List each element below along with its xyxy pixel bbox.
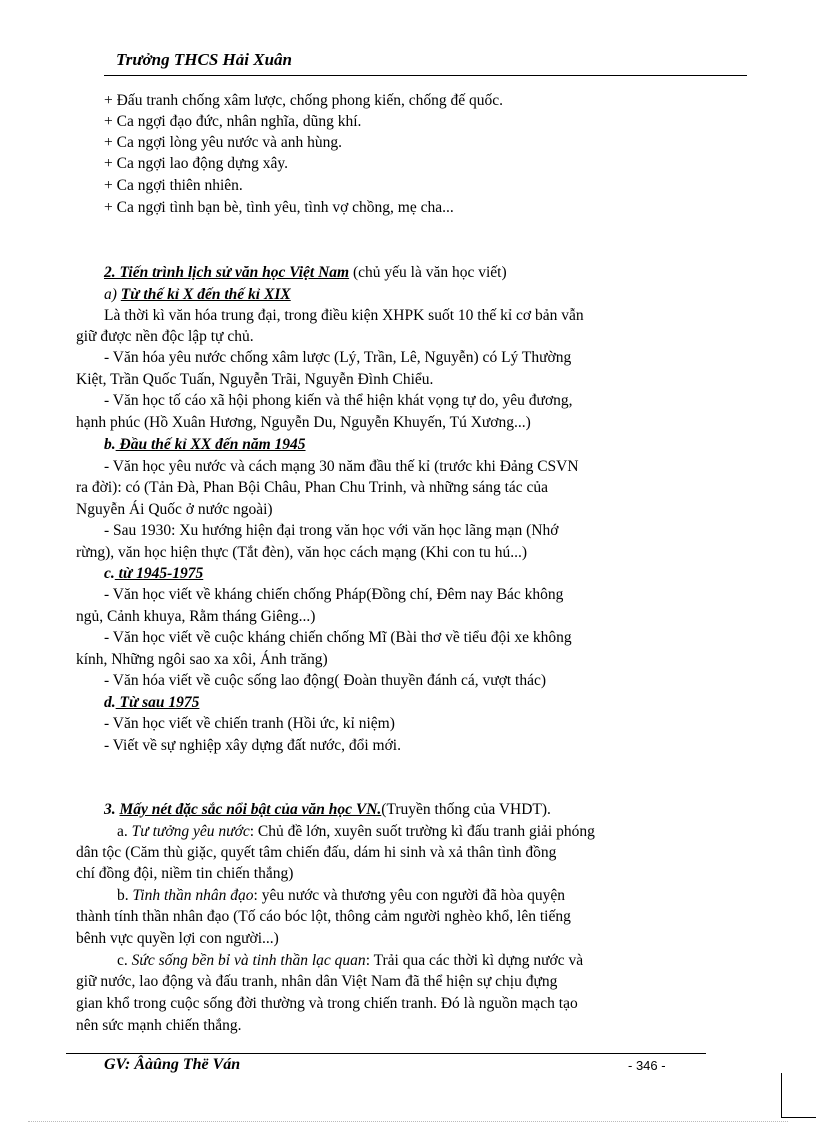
paragraph-line bbox=[117, 950, 583, 971]
item-c-rest: : Trải qua các thời kì dựng nước và bbox=[365, 952, 584, 969]
subheading-b-label: b. bbox=[104, 436, 116, 453]
item-b-prefix: b. bbox=[117, 887, 133, 904]
paragraph-line: giữ nước, lao động và đấu tranh, nhân dân Việt Nam đã thể hiện sự chịu đựng bbox=[76, 973, 558, 990]
section-3-title: Mấy nét đặc sắc nổi bật của văn học VN. bbox=[119, 801, 382, 818]
list-item: + Ca ngợi tình bạn bè, tình yêu, tình vợ chồng, mẹ cha... bbox=[104, 199, 454, 216]
subheading-a-title: Từ thế kỉ X đến thế kỉ XIX bbox=[120, 286, 291, 303]
paragraph-line: - Văn học tố cáo xã hội phong kiến và thể hiện khát vọng tự do, yêu đương, bbox=[104, 392, 573, 409]
list-item: + Đấu tranh chống xâm lược, chống phong kiến, chống đế quốc. bbox=[104, 92, 503, 109]
section-heading bbox=[104, 262, 507, 283]
list-item: + Ca ngợi đạo đức, nhân nghĩa, dũng khí. bbox=[104, 113, 362, 130]
paragraph-line: giữ được nền độc lập tự chủ. bbox=[76, 328, 254, 345]
subheading-d-label: d. bbox=[104, 694, 116, 711]
paragraph-line: gian khổ trong cuộc sống đời thường và trong chiến tranh. Đó là nguồn mạch tạo bbox=[76, 995, 578, 1012]
paragraph-line bbox=[117, 885, 565, 906]
item-a-prefix: a. bbox=[117, 823, 132, 840]
item-c-prefix: c. bbox=[117, 952, 132, 969]
subheading-a bbox=[104, 284, 291, 305]
paragraph-line: Kiệt, Trần Quốc Tuấn, Nguyễn Trãi, Nguyễn Đình Chiểu. bbox=[76, 371, 434, 388]
paragraph-line: Nguyễn Ái Quốc ở nước ngoài) bbox=[76, 501, 273, 518]
subheading-b bbox=[104, 434, 306, 455]
header-divider bbox=[104, 75, 747, 76]
paragraph-line: kính, Những ngôi sao xa xôi, Ánh trăng) bbox=[76, 651, 328, 668]
item-b-term: Tinh thần nhân đạo bbox=[132, 887, 254, 904]
subheading-d-title: Từ sau 1975 bbox=[115, 694, 200, 711]
paragraph-line: - Văn hóa viết về cuộc sống lao động( Đoàn thuyền đánh cá, vượt thác) bbox=[104, 672, 546, 689]
list-item: + Ca ngợi lao động dựng xây. bbox=[104, 155, 289, 172]
paragraph-line: - Văn học viết về kháng chiến chống Pháp(Đồng chí, Đêm nay Bác không bbox=[104, 586, 564, 603]
subheading-d bbox=[104, 692, 199, 713]
subheading-c-title: từ 1945-1975 bbox=[114, 565, 204, 582]
page-header-title: Trưởng THCS Hải Xuân bbox=[116, 50, 292, 69]
crop-mark-horizontal bbox=[781, 1117, 816, 1118]
crop-mark-vertical bbox=[781, 1073, 782, 1118]
paragraph-line: - Viết về sự nghiệp xây dựng đất nước, đổi mới. bbox=[104, 737, 401, 754]
subheading-a-label: a) bbox=[104, 286, 121, 303]
paragraph-line: dân tộc (Căm thù giặc, quyết tâm chiến đấu, dám hi sinh và xả thân tình đồng bbox=[76, 844, 557, 861]
item-c-term: Sức sống bền bỉ và tinh thần lạc quan bbox=[131, 952, 366, 969]
paragraph-line: bênh vực quyền lợi con người...) bbox=[76, 930, 279, 947]
paragraph-line: ra đời): có (Tản Đà, Phan Bội Châu, Phan Chu Trinh, và những sáng tác của bbox=[76, 479, 549, 496]
list-item: + Ca ngợi lòng yêu nước và anh hùng. bbox=[104, 134, 343, 151]
item-a-term: Tư tưởng yêu nước bbox=[131, 823, 250, 840]
paragraph-line: - Văn học yêu nước và cách mạng 30 năm đầu thế kỉ (trước khi Đảng CSVN bbox=[104, 458, 579, 475]
item-a-rest: : Chủ đề lớn, xuyên suốt trường kì đấu tranh giải phóng bbox=[249, 823, 595, 840]
section-3-num: 3. bbox=[104, 801, 120, 818]
paragraph-line: thành tính thần nhân đạo (Tố cáo bóc lột, thông cảm người nghèo khổ, lên tiếng bbox=[76, 908, 571, 925]
paragraph-line: - Văn hóa yêu nước chống xâm lược (Lý, Trần, Lê, Nguyễn) có Lý Thường bbox=[104, 349, 572, 366]
section-heading bbox=[104, 799, 551, 820]
subheading-b-title: Đầu thế kỉ XX đến năm 1945 bbox=[115, 436, 306, 453]
paragraph-line: nên sức mạnh chiến thắng. bbox=[76, 1017, 242, 1034]
paragraph-line: - Văn học viết về cuộc kháng chiến chống Mĩ (Bài thơ về tiểu đội xe không bbox=[104, 629, 572, 646]
paragraph-line bbox=[117, 821, 595, 842]
paragraph-line: rừng), văn học hiện thực (Tắt đèn), văn học cách mạng (Khi con tu hú...) bbox=[76, 544, 528, 561]
section-3-note: (Truyền thống của VHDT). bbox=[381, 801, 551, 818]
subheading-c-label: c. bbox=[104, 565, 115, 582]
page-bottom-dotted-edge bbox=[28, 1121, 788, 1122]
list-item: + Ca ngợi thiên nhiên. bbox=[104, 177, 243, 194]
paragraph-line: ngủ, Cảnh khuya, Rằm tháng Giêng...) bbox=[76, 608, 316, 625]
subheading-c bbox=[104, 563, 203, 584]
footer-teacher: GV: Âàûng Thë Ván bbox=[104, 1056, 241, 1073]
page-number: - 346 - bbox=[628, 1058, 666, 1073]
paragraph-line: Là thời kì văn hóa trung đại, trong điều kiện XHPK suốt 10 thế kỉ cơ bản vẫn bbox=[104, 307, 584, 324]
paragraph-line: - Sau 1930: Xu hướng hiện đại trong văn học với văn học lãng mạn (Nhớ bbox=[104, 522, 559, 539]
paragraph-line: chí đồng đội, niềm tin chiến thắng) bbox=[76, 865, 294, 882]
footer-divider bbox=[66, 1053, 706, 1054]
item-b-rest: : yêu nước và thương yêu con người đã hòa quyện bbox=[253, 887, 566, 904]
paragraph-line: hạnh phúc (Hồ Xuân Hương, Nguyễn Du, Nguyễn Khuyến, Tú Xương...) bbox=[76, 414, 531, 431]
section-2-title: 2. Tiến trình lịch sử văn học Việt Nam bbox=[104, 264, 350, 281]
paragraph-line: - Văn học viết về chiến tranh (Hồi ức, kỉ niệm) bbox=[104, 715, 395, 732]
section-2-note: (chủ yếu là văn học viết) bbox=[349, 264, 507, 281]
